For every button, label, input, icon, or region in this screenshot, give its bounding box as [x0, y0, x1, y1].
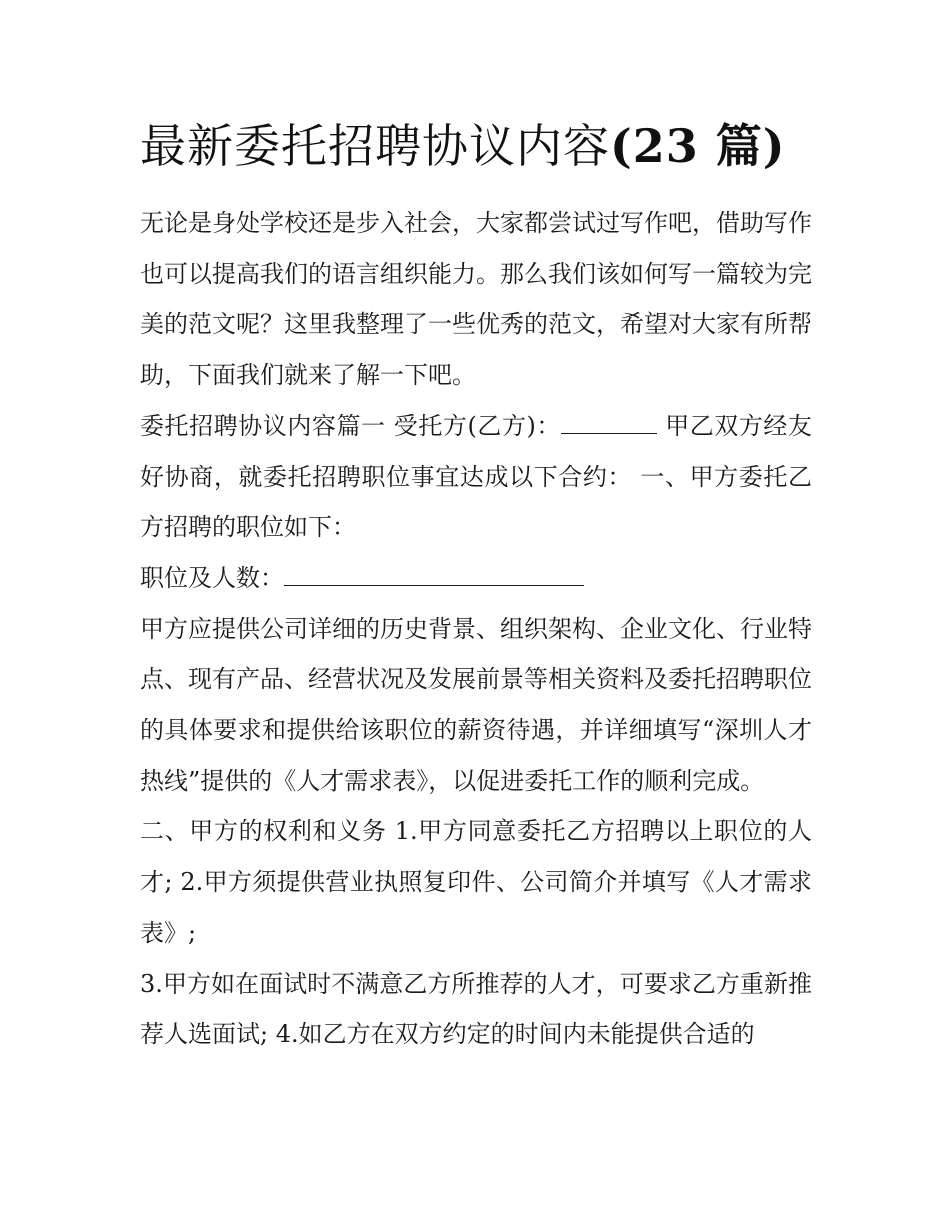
intro-paragraph: 无论是身处学校还是步入社会，大家都尝试过写作吧，借助写作也可以提高我们的语言组织能力。那么我们该如何写一篇较为完美的范文呢？这里我整理了一些优秀的范文，希望对大家有所帮助，下面我们就来了解一下吧。 [140, 209, 812, 390]
party-a-rights-continued-paragraph: 3.甲方如在面试时不满意乙方所推荐的人才，可要求乙方重新推荐人选面试; 4.如乙方在双方约定的时间内未能提供合适的 [140, 969, 812, 1049]
document-title [140, 116, 786, 176]
title-main: 最新委托招聘协议内容 [140, 119, 610, 173]
document-body [140, 198, 812, 1060]
party-b-label: 委托招聘协议内容篇一 受托方(乙方)： [140, 411, 561, 440]
party-b-blank-line [561, 413, 657, 434]
position-count-label: 职位及人数： [140, 563, 284, 592]
contract-opening-paragraph [140, 401, 812, 553]
party-a-rights-paragraph: 二、甲方的权利和义务 1.甲方同意委托乙方招聘以上职位的人才; 2.甲方须提供营业执照复印件、公司简介并填写《人才需求表》; [140, 817, 812, 947]
position-count-blank-line [284, 565, 584, 586]
title-count: (23 篇) [610, 119, 786, 173]
party-a-materials-paragraph: 甲方应提供公司详细的历史背景、组织架构、企业文化、行业特点、现有产品、经营状况及发展前景等相关资料及委托招聘职位的具体要求和提供给该职位的薪资待遇，并详细填写“深圳人才热线”提供的《人才需求表》，以促进委托工作的顺利完成。 [140, 614, 812, 795]
agreement-intro-text: 甲乙双方经友好协商，就委托招聘职位事宜达成以下合约： 一、甲方委托乙方招聘的职位如下： [140, 411, 812, 542]
position-count-line [140, 553, 812, 604]
